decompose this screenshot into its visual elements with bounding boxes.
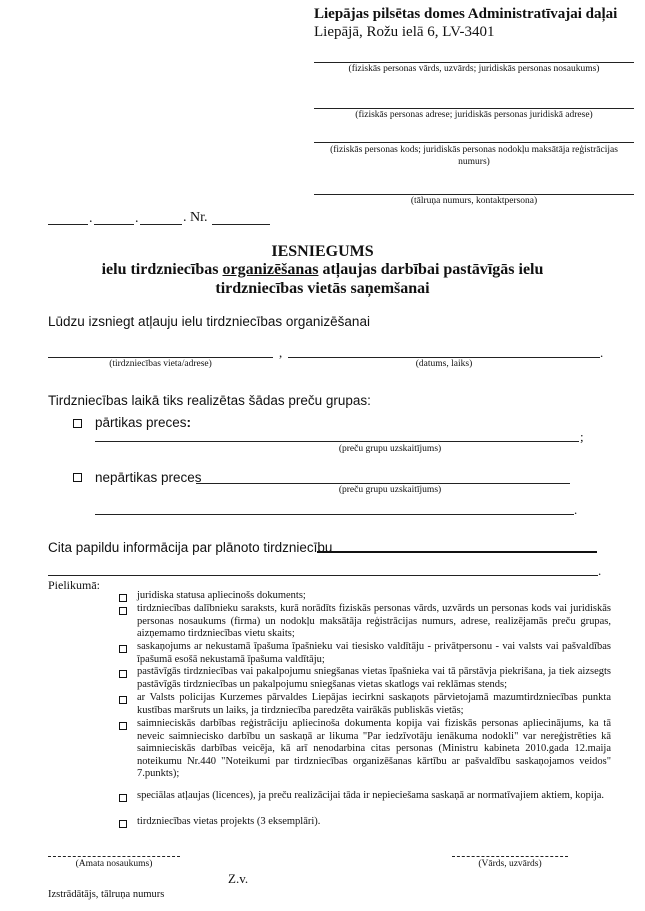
attachment-item-8: tirdzniecības vietas projekts (3 eksemplāri). [137,816,321,827]
recipient-address: Liepājā, Rožu ielā 6, LV-3401 [314,24,495,40]
name-caption: (Vārds, uzvārds) [478,859,542,869]
food-goods-checkbox[interactable] [73,419,82,428]
date-dot-1: . [89,211,93,226]
attachment-checkbox-1[interactable] [119,594,127,602]
food-goods-caption: (preču grupu uzskaitījums) [338,444,442,454]
applicant-address-caption: (fiziskās personas adrese; juridiskās personas juridiskā adrese) [355,110,593,120]
other-info-line-2[interactable] [48,575,598,576]
subtitle-post: atļaujas darbībai pastāvīgās ielu [318,261,544,278]
food-goods-list-line[interactable] [95,441,579,442]
seal-placeholder: Z.v. [228,871,249,886]
position-caption: (Amata nosaukums) [75,859,153,869]
nonfood-goods-line-1[interactable] [196,483,570,484]
request-text: Lūdzu izsniegt atļauju ielu tirdzniecības organizēšanai [48,314,370,329]
other-info-period: . [598,563,602,578]
applicant-code-line[interactable] [314,142,634,143]
document-subtitle-line1 [0,261,645,279]
trade-datetime-caption: (datums, laiks) [415,359,473,369]
food-goods-text: pārtikas preces [95,415,187,430]
date-year-line[interactable] [140,224,182,225]
location-period: . [600,345,604,360]
applicant-address-line[interactable] [314,108,634,109]
attachments-label: Pielikumā: [48,578,100,592]
subtitle-pre: ielu tirdzniecības [101,261,223,278]
applicant-name-line[interactable] [314,62,634,63]
goods-intro: Tirdzniecības laikā tiks realizētas šādas preču grupas: [48,393,371,408]
attachment-item-7: speciālas atļaujas (licences), ja preču realizācijai tāda ir nepieciešama saskaņā ar normatīvajiem aktiem, kopija. [137,790,605,801]
attachment-checkbox-3[interactable] [119,645,127,653]
food-goods-label [95,415,191,430]
food-goods-semicolon: ; [580,429,584,444]
subtitle-underlined: organizēšanas [222,261,319,278]
food-goods-colon: : [186,415,192,430]
location-comma: , [279,345,283,360]
nonfood-goods-line-2[interactable] [95,514,574,515]
date-month-line[interactable] [94,224,134,225]
name-signature-line[interactable] [452,856,568,857]
attachment-item-5: ar Valsts policijas Kurzemes pārvaldes Liepājas iecirkni saskaņots pārvietojamā mazumtirdzniecības punkta kustības maršruts un laiks, ja tirdzniecība paredzēta vairākās publiskās vietās; [137,692,611,716]
other-info-label: Cita papildu informācija par plānoto tirdzniecību [48,540,333,555]
document-subtitle-line2: tirdzniecības vietās saņemšanai [215,280,430,297]
other-info-line-1[interactable] [317,551,597,553]
attachment-checkbox-7[interactable] [119,794,127,802]
date-day-line[interactable] [48,224,88,225]
trade-datetime-line[interactable] [288,357,600,358]
nonfood-goods-caption: (preču grupu uzskaitījums) [338,485,442,495]
nonfood-goods-label: nepārtikas preces [95,470,202,485]
attachment-checkbox-8[interactable] [119,820,127,828]
trade-place-line[interactable] [48,357,273,358]
document-heading: IESNIEGUMS [271,243,374,260]
attachment-item-4: pastāvīgās tirdzniecības vai pakalpojumu sniegšanas vietas īpašnieka vai tā pārstāvja piekrišana, ja tiek aizsegts pastāvīgās tirdzniecības un pakalpojumu sniegšanas vietas skatlogs vai reklāmas stends; [137,666,611,690]
applicant-name-caption: (fiziskās personas vārds, uzvārds; juridiskās personas nosaukums) [348,64,600,74]
date-dot-2: . [135,211,139,226]
applicant-phone-line[interactable] [314,194,634,195]
recipient-name: Liepājas pilsētas domes Administratīvajai daļai [314,6,618,22]
attachment-checkbox-5[interactable] [119,696,127,704]
footer-developer: Izstrādātājs, tālruņa numurs [48,889,165,900]
position-signature-line[interactable] [48,856,180,857]
attachment-checkbox-2[interactable] [119,607,127,615]
trade-place-caption: (tirdzniecības vieta/adrese) [109,359,212,369]
number-label: . Nr. [183,210,208,225]
applicant-phone-caption: (tālruņa numurs, kontaktpersona) [410,196,538,206]
attachment-item-1: juridiska statusa apliecinošs dokuments; [137,590,306,601]
attachment-checkbox-4[interactable] [119,670,127,678]
nonfood-goods-period: . [574,502,578,517]
attachment-item-3: saskaņojums ar nekustamā īpašuma īpašnieku vai tiesisko valdītāju - privātpersonu - vai valsts vai pašvaldības īpašumā esošā nekustamā īpašuma valdītāju; [137,641,611,665]
nonfood-goods-checkbox[interactable] [73,473,82,482]
attachment-item-2: tirdzniecības dalībnieku saraksts, kurā norādīts fiziskās personas vārds, uzvārds un personas kods vai juridiskās personas nosaukums (firma) un nodokļu maksātāja reģistrācijas numurs, adrese, realizējamās preču grupas, aizņemamo tirdzniecības vietu skaits; [137,603,611,639]
number-line[interactable] [212,224,270,225]
attachment-item-6: saimnieciskās darbības reģistrāciju apliecinoša dokumenta kopija vai fiziskās personas apliecinājums, ka tā neveic saimniecisko darbību un saskaņā ar likuma "Par iedzīvotāju ienākuma nodokli" var nereģistrēties kā saimnieciskās darbības veicēja, kā arī nenodarbina citas personas (Ministru kabineta 2010.gada 12.maija noteikumu Nr.440 "Noteikumi par tirdzniecības organizēšanas kārtību ar pašvaldību saskaņojamos veidos" 7.punkts); [137,718,611,779]
attachment-checkbox-6[interactable] [119,722,127,730]
applicant-code-caption: (fiziskās personas kods; juridiskās personas nodokļu maksātāja reģistrācijas numurs) [330,145,618,167]
